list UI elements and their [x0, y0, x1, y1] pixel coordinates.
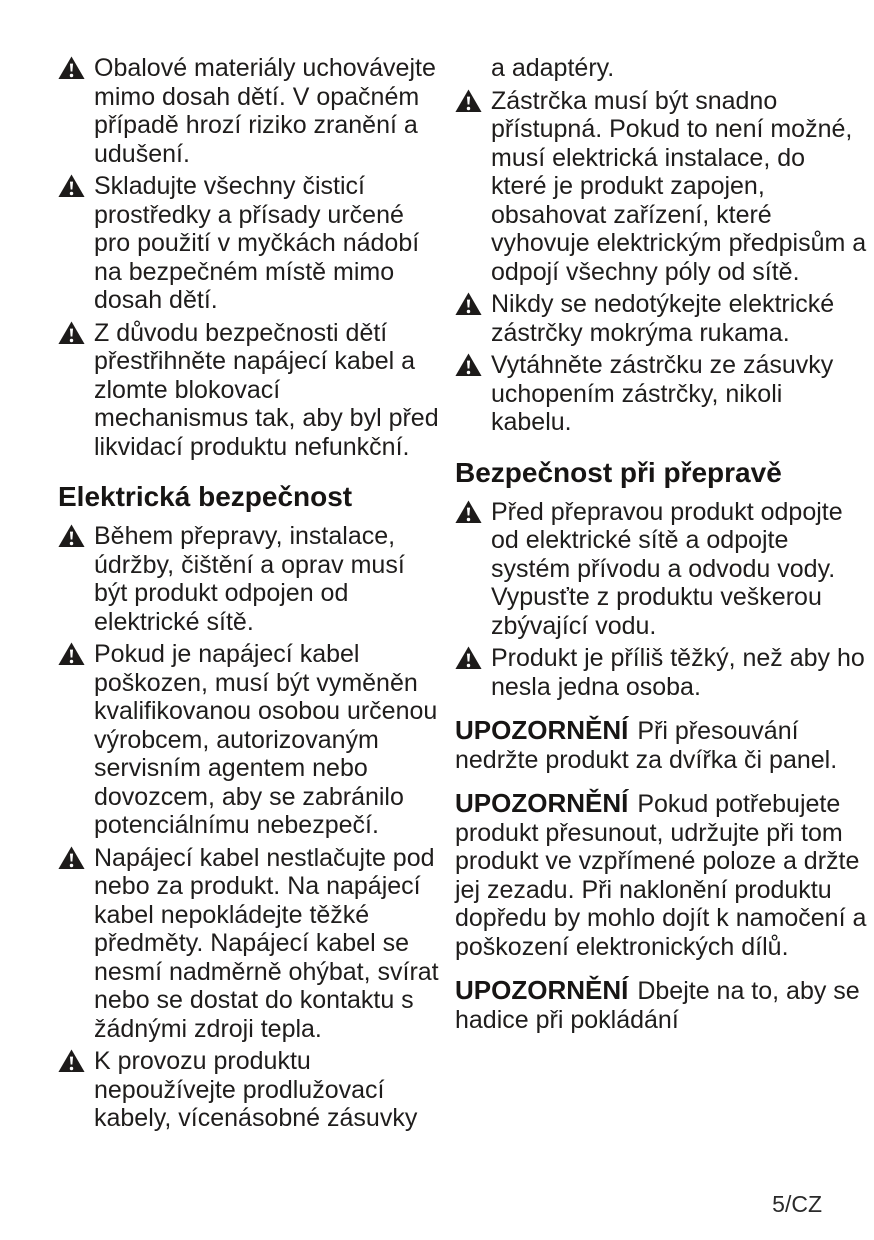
bullet-text: Napájecí kabel nestlačujte pod nebo za produkt. Na napájecí kabel nepokládejte těžké předměty. Napájecí kabel se nesmí nadměrně ohýbat, svírat nebo se dostat do kontaktu s žádnými zdroji tepla. [94, 843, 439, 1043]
warning-icon [455, 292, 482, 316]
warning-bullet [455, 644, 867, 701]
right-column [455, 54, 867, 1034]
warning-bullet [58, 844, 440, 1044]
warning-icon [455, 500, 482, 524]
bullet-text: Skladujte všechny čisticí prostředky a přísady určené pro použití v myčkách nádobí na bezpečném místě mimo dosah dětí. [94, 172, 420, 314]
warning-icon [58, 846, 85, 870]
warning-icon [455, 353, 482, 377]
warning-bullet [455, 87, 867, 287]
section-heading-transport-safety: Bezpečnost při přepravě [455, 456, 782, 488]
warning-bullet [58, 1047, 440, 1133]
warning-icon [58, 321, 85, 345]
warning-bullet [455, 498, 867, 641]
warning-icon [58, 642, 85, 666]
caution-paragraph [455, 976, 867, 1034]
left-column [58, 54, 440, 1137]
warning-icon [58, 524, 85, 548]
caution-label: UPOZORNĚNÍ [455, 788, 629, 818]
caution-paragraph [455, 789, 867, 961]
bullet-text: K provozu produktu nepoužívejte prodlužovací kabely, vícenásobné zásuvky [94, 1047, 418, 1132]
caution-text: Při přesouvání nedržte produkt za dvířka či panel. [455, 717, 838, 774]
bullet-text: Před přepravou produkt odpojte od elektrické sítě a odpojte systém přívodu a odvodu vody. Vypusťte z produktu veškerou zbývající vodu. [491, 497, 843, 640]
bullet-text: Během přepravy, instalace, údržby, čištění a oprav musí být produkt odpojen od elektrické sítě. [94, 522, 405, 636]
page-number: 5/CZ [772, 1190, 822, 1217]
caution-paragraph [455, 716, 867, 774]
caution-text: Dbejte na to, aby se hadice při pokládání [455, 977, 860, 1034]
warning-bullet [58, 54, 440, 168]
warning-bullet [58, 172, 440, 315]
caution-label: UPOZORNĚNÍ [455, 715, 629, 745]
caution-text: Pokud potřebujete produkt přesunout, udržujte při tom produkt ve vzpřímené poloze a držte jej zezadu. Při naklonění produktu dopředu by mohlo dojít k namočení a poškození elektronických dílů. [455, 790, 867, 961]
warning-bullet [58, 522, 440, 636]
warning-bullet [58, 319, 440, 462]
bullet-text: Nikdy se nedotýkejte elektrické zástrčky mokrýma rukama. [491, 290, 835, 347]
warning-bullet [58, 640, 440, 840]
warning-icon [58, 1049, 85, 1073]
bullet-text: Produkt je příliš těžký, než aby ho nesla jedna osoba. [491, 644, 865, 701]
warning-bullet [455, 290, 867, 347]
caution-label: UPOZORNĚNÍ [455, 975, 629, 1005]
bullet-text: Vytáhněte zástrčku ze zásuvky uchopením zástrčky, nikoli kabelu. [491, 351, 834, 436]
warning-icon [455, 89, 482, 113]
warning-icon [58, 174, 85, 198]
bullet-text: Z důvodu bezpečnosti dětí přestřihněte napájecí kabel a zlomte blokovací mechanismus tak, aby byl před likvidací produktu nefunkční. [94, 318, 439, 461]
bullet-text: Pokud je napájecí kabel poškozen, musí být vyměněn kvalifikovanou osobou určenou výrobcem, autorizovaným servisním agentem nebo dovozcem, aby se zabránilo potenciálnímu nebezpečí. [94, 640, 438, 839]
section-heading-electrical-safety: Elektrická bezpečnost [58, 481, 353, 512]
bullet-continuation: a adaptéry. [491, 54, 615, 82]
bullet-text: Zástrčka musí být snadno přístupná. Pokud to není možné, musí elektrická instalace, do které je produkt zapojen, obsahovat zařízení, které vyhovuje elektrickým předpisům a odpojí všechny póly od sítě. [491, 86, 867, 286]
warning-icon [455, 646, 482, 670]
bullet-text: Obalové materiály uchovávejte mimo dosah dětí. V opačném případě hrozí riziko zranění a udušení. [94, 54, 436, 168]
warning-icon [58, 56, 85, 80]
warning-bullet [455, 351, 867, 437]
